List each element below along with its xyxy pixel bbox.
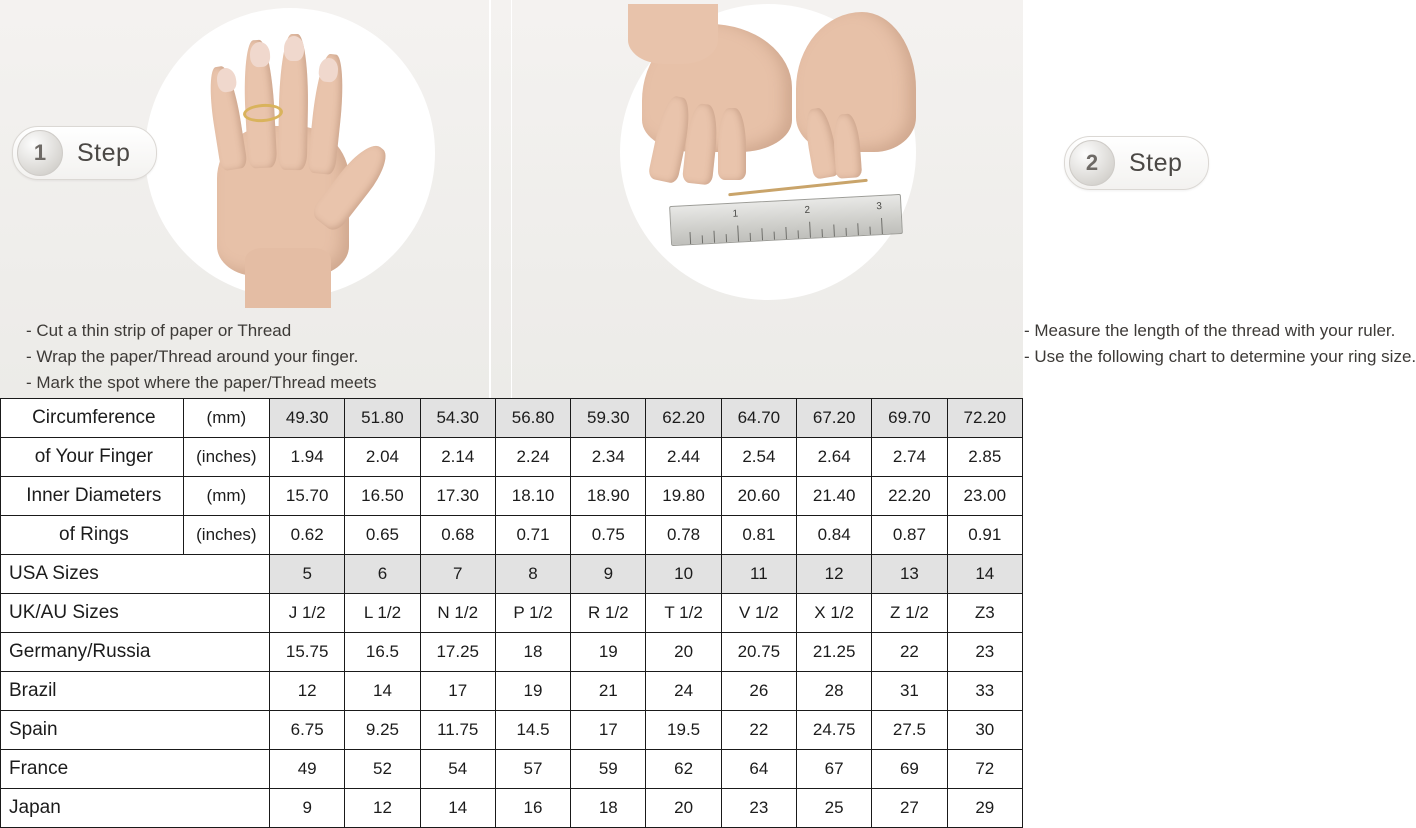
cell: 18.10 bbox=[495, 477, 570, 516]
cell: 67 bbox=[797, 750, 872, 789]
cell: 52 bbox=[345, 750, 420, 789]
cell: 18.90 bbox=[571, 477, 646, 516]
ring-size-table bbox=[0, 398, 1023, 828]
cell: 20.75 bbox=[721, 633, 796, 672]
cell: R 1/2 bbox=[571, 594, 646, 633]
cell: 23.00 bbox=[947, 477, 1022, 516]
step-2-badge bbox=[1064, 136, 1209, 190]
ruler-number: 3 bbox=[876, 200, 883, 213]
cell: N 1/2 bbox=[420, 594, 495, 633]
cell: 14.5 bbox=[495, 711, 570, 750]
cell: 49.30 bbox=[270, 399, 345, 438]
table-row bbox=[1, 594, 1023, 633]
cell: 30 bbox=[947, 711, 1022, 750]
cell: 10 bbox=[646, 555, 721, 594]
hand-with-thread-photo bbox=[145, 8, 435, 298]
cell: 17.25 bbox=[420, 633, 495, 672]
table-row bbox=[1, 477, 1023, 516]
cell: 0.71 bbox=[495, 516, 570, 555]
cell: 11 bbox=[721, 555, 796, 594]
cell: 21 bbox=[571, 672, 646, 711]
cell: 27.5 bbox=[872, 711, 947, 750]
cell: 24 bbox=[646, 672, 721, 711]
cell: 59.30 bbox=[571, 399, 646, 438]
cell: 69 bbox=[872, 750, 947, 789]
cell: 23 bbox=[721, 789, 796, 828]
cell: 21.25 bbox=[797, 633, 872, 672]
row-label-japan: Japan bbox=[1, 789, 270, 828]
step-1-badge bbox=[12, 126, 157, 180]
cell: 6.75 bbox=[270, 711, 345, 750]
cell: 12 bbox=[797, 555, 872, 594]
cell: 9.25 bbox=[345, 711, 420, 750]
cell: 64 bbox=[721, 750, 796, 789]
cell: 20 bbox=[646, 789, 721, 828]
cell: 25 bbox=[797, 789, 872, 828]
cell: 0.81 bbox=[721, 516, 796, 555]
cell: 14 bbox=[420, 789, 495, 828]
cell: 0.87 bbox=[872, 516, 947, 555]
row-label-france: France bbox=[1, 750, 270, 789]
table-row bbox=[1, 750, 1023, 789]
cell: T 1/2 bbox=[646, 594, 721, 633]
cell: 0.68 bbox=[420, 516, 495, 555]
cell: 64.70 bbox=[721, 399, 796, 438]
ruler-number: 1 bbox=[732, 208, 739, 220]
table-row bbox=[1, 711, 1023, 750]
row-label-inner-diameter-2: of Rings bbox=[1, 516, 184, 555]
table-row bbox=[1, 633, 1023, 672]
step-2-label: Step bbox=[1129, 148, 1183, 177]
cell: 29 bbox=[947, 789, 1022, 828]
cell: 2.14 bbox=[420, 438, 495, 477]
table-row bbox=[1, 672, 1023, 711]
step-1-number: 1 bbox=[17, 130, 63, 176]
cell: 9 bbox=[571, 555, 646, 594]
cell: 17.30 bbox=[420, 477, 495, 516]
cell: 0.62 bbox=[270, 516, 345, 555]
cell: 67.20 bbox=[797, 399, 872, 438]
row-label-spain: Spain bbox=[1, 711, 270, 750]
row-label-brazil: Brazil bbox=[1, 672, 270, 711]
cell: 11.75 bbox=[420, 711, 495, 750]
cell: 49 bbox=[270, 750, 345, 789]
cell: 12 bbox=[270, 672, 345, 711]
cell: 9 bbox=[270, 789, 345, 828]
cell: 13 bbox=[872, 555, 947, 594]
cell: 18 bbox=[571, 789, 646, 828]
cell: 51.80 bbox=[345, 399, 420, 438]
cell: 2.04 bbox=[345, 438, 420, 477]
row-unit: (inches) bbox=[183, 438, 269, 477]
step-panel-2 bbox=[512, 0, 1416, 398]
cell: P 1/2 bbox=[495, 594, 570, 633]
cell: 14 bbox=[947, 555, 1022, 594]
cell: J 1/2 bbox=[270, 594, 345, 633]
cell: 15.70 bbox=[270, 477, 345, 516]
step-panel-1 bbox=[0, 0, 512, 398]
cell: 17 bbox=[571, 711, 646, 750]
cell: 12 bbox=[345, 789, 420, 828]
row-unit: (inches) bbox=[183, 516, 269, 555]
cell: 54 bbox=[420, 750, 495, 789]
cell: 21.40 bbox=[797, 477, 872, 516]
cell: 2.24 bbox=[495, 438, 570, 477]
cell: 7 bbox=[420, 555, 495, 594]
cell: 16 bbox=[495, 789, 570, 828]
list-item: - Wrap the paper/Thread around your finger. bbox=[26, 347, 359, 366]
list-item: - Use the following chart to determine your ring size. bbox=[1024, 347, 1416, 366]
row-label-uk-au-sizes: UK/AU Sizes bbox=[1, 594, 270, 633]
cell: 16.5 bbox=[345, 633, 420, 672]
cell: 0.91 bbox=[947, 516, 1022, 555]
cell: 14 bbox=[345, 672, 420, 711]
step-2-instructions bbox=[1024, 318, 1416, 370]
cell: 62.20 bbox=[646, 399, 721, 438]
row-unit: (mm) bbox=[183, 477, 269, 516]
cell: 2.44 bbox=[646, 438, 721, 477]
row-label-circumference-1: Circumference bbox=[1, 399, 184, 438]
cell: 19 bbox=[571, 633, 646, 672]
thread bbox=[728, 179, 868, 197]
ruler-number: 2 bbox=[804, 204, 811, 217]
cell: 0.78 bbox=[646, 516, 721, 555]
cell: 22.20 bbox=[872, 477, 947, 516]
table-row bbox=[1, 516, 1023, 555]
table-row bbox=[1, 399, 1023, 438]
cell: 0.65 bbox=[345, 516, 420, 555]
cell: 27 bbox=[872, 789, 947, 828]
list-item: - Cut a thin strip of paper or Thread bbox=[26, 321, 292, 340]
step-2-number: 2 bbox=[1069, 140, 1115, 186]
cell: 56.80 bbox=[495, 399, 570, 438]
cell: L 1/2 bbox=[345, 594, 420, 633]
steps-section bbox=[0, 0, 1416, 398]
row-label-inner-diameter-1: Inner Diameters bbox=[1, 477, 184, 516]
cell: 1.94 bbox=[270, 438, 345, 477]
cell: 26 bbox=[721, 672, 796, 711]
cell: 2.54 bbox=[721, 438, 796, 477]
cell: V 1/2 bbox=[721, 594, 796, 633]
step-1-label: Step bbox=[77, 138, 131, 167]
table-row bbox=[1, 789, 1023, 828]
cell: 19 bbox=[495, 672, 570, 711]
cell: 72 bbox=[947, 750, 1022, 789]
cell: 31 bbox=[872, 672, 947, 711]
cell: 20 bbox=[646, 633, 721, 672]
cell: 72.20 bbox=[947, 399, 1022, 438]
cell: 19.5 bbox=[646, 711, 721, 750]
cell: 15.75 bbox=[270, 633, 345, 672]
cell: 24.75 bbox=[797, 711, 872, 750]
cell: 59 bbox=[571, 750, 646, 789]
cell: 0.75 bbox=[571, 516, 646, 555]
cell: 23 bbox=[947, 633, 1022, 672]
cell: 5 bbox=[270, 555, 345, 594]
cell: Z3 bbox=[947, 594, 1022, 633]
cell: X 1/2 bbox=[797, 594, 872, 633]
cell: 2.64 bbox=[797, 438, 872, 477]
cell: 18 bbox=[495, 633, 570, 672]
cell: 8 bbox=[495, 555, 570, 594]
cell: 22 bbox=[721, 711, 796, 750]
cell: 20.60 bbox=[721, 477, 796, 516]
cell: 17 bbox=[420, 672, 495, 711]
ruler bbox=[669, 194, 903, 246]
cell: 2.85 bbox=[947, 438, 1022, 477]
cell: Z 1/2 bbox=[872, 594, 947, 633]
cell: 2.34 bbox=[571, 438, 646, 477]
ruler-measuring-thread-photo bbox=[620, 4, 916, 300]
cell: 28 bbox=[797, 672, 872, 711]
cell: 0.84 bbox=[797, 516, 872, 555]
row-unit: (mm) bbox=[183, 399, 269, 438]
step-1-instructions bbox=[26, 318, 377, 396]
table-row bbox=[1, 555, 1023, 594]
cell: 19.80 bbox=[646, 477, 721, 516]
cell: 22 bbox=[872, 633, 947, 672]
cell: 33 bbox=[947, 672, 1022, 711]
cell: 69.70 bbox=[872, 399, 947, 438]
cell: 62 bbox=[646, 750, 721, 789]
panel-divider bbox=[489, 0, 491, 398]
cell: 57 bbox=[495, 750, 570, 789]
cell: 2.74 bbox=[872, 438, 947, 477]
row-label-usa-sizes: USA Sizes bbox=[1, 555, 270, 594]
cell: 54.30 bbox=[420, 399, 495, 438]
row-label-circumference-2: of Your Finger bbox=[1, 438, 184, 477]
list-item: - Mark the spot where the paper/Thread meets bbox=[26, 373, 377, 392]
cell: 6 bbox=[345, 555, 420, 594]
table-row bbox=[1, 438, 1023, 477]
cell: 16.50 bbox=[345, 477, 420, 516]
row-label-germany-russia: Germany/Russia bbox=[1, 633, 270, 672]
list-item: - Measure the length of the thread with your ruler. bbox=[1024, 321, 1396, 340]
